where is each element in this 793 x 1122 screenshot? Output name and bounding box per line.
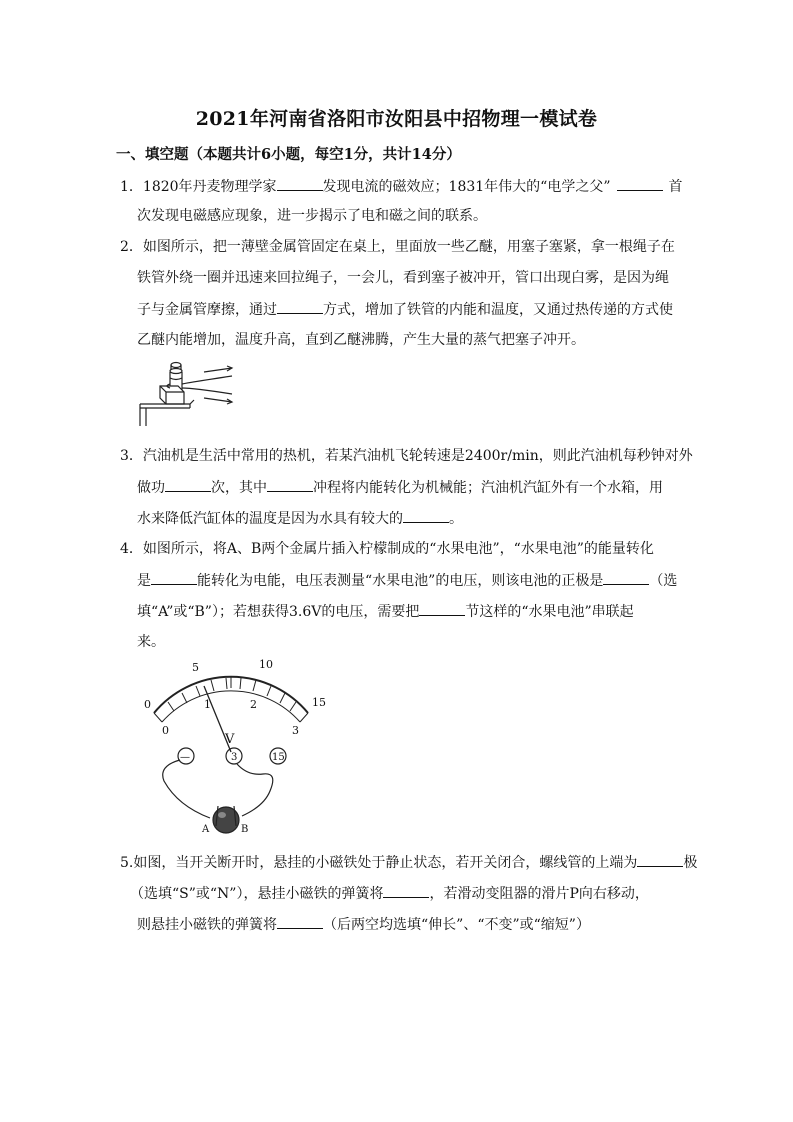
q5-blank-3[interactable] xyxy=(277,914,323,929)
q1-text-a: 1．1820年丹麦物理学家 xyxy=(120,179,277,195)
section-heading: 一、填空题（本题共计6小题，每空1分，共计14分） xyxy=(116,146,461,163)
q2-line-2: 铁管外绕一圈并迅速来回拉绳子，一会儿，看到塞子被冲开，管口出现白雾，是因为绳 xyxy=(137,270,669,286)
q3-line-1: 3．汽油机是生活中常用的热机，若某汽油机飞轮转速是2400r/min，则此汽油机每秒钟对外 xyxy=(120,448,693,464)
q3-blank-3[interactable] xyxy=(403,508,449,523)
q5-blank-2[interactable] xyxy=(383,883,429,898)
q4-text-d: 填“A”或“B”）；若想获得3.6V的电压，需要把 xyxy=(137,604,420,620)
q1-line-2: 次发现电磁感应现象，进一步揭示了电和磁之间的联系。 xyxy=(137,208,487,224)
q1-blank-1[interactable] xyxy=(277,176,323,191)
q2-line-1: 2．如图所示，把一薄壁金属管固定在桌上，里面放一些乙醚，用塞子塞紧，拿一根绳子在 xyxy=(120,239,675,255)
plate-label-b: B xyxy=(241,824,249,835)
q5-line-1 xyxy=(120,852,697,873)
q4-text-c: （选 xyxy=(649,573,678,589)
q2-line-3 xyxy=(137,299,673,320)
terminal-15: 15 xyxy=(272,752,285,763)
page-title: 2021年河南省洛阳市汝阳县中招物理一模试卷 xyxy=(195,108,598,130)
q3-text-c: 冲程将内能转化为机械能；汽油机汽缸外有一个水箱，用 xyxy=(313,480,663,496)
q4-text-b: 能转化为电能，电压表测量“水果电池”的电压，则该电池的正极是 xyxy=(197,573,604,589)
q3-blank-1[interactable] xyxy=(165,477,211,492)
q5-text-c: （选填“S”或“N”），悬挂小磁铁的弹簧将 xyxy=(130,886,384,902)
scale-top-5: 5 xyxy=(192,661,199,674)
q1-text-c: 首 xyxy=(668,179,683,195)
scale-top-10: 10 xyxy=(259,658,273,671)
q3-line-2 xyxy=(137,477,663,498)
q2-blank-1[interactable] xyxy=(277,299,323,314)
q5-line-3 xyxy=(137,914,590,935)
q5-text-e: 则悬挂小磁铁的弹簧将 xyxy=(137,917,277,933)
q1-line-1 xyxy=(120,176,683,197)
q4-line-1: 4．如图所示，将A、B两个金属片插入柠檬制成的“水果电池”，“水果电池”的能量转化 xyxy=(120,541,654,557)
scale-top-15: 15 xyxy=(312,696,326,709)
q3-text-a: 做功 xyxy=(137,480,165,496)
q4-blank-1[interactable] xyxy=(151,570,197,585)
q2-text-b: 方式，增加了铁管的内能和温度，又通过热传递的方式使 xyxy=(323,302,673,318)
q2-text-a: 子与金属管摩擦，通过 xyxy=(137,302,277,318)
q4-text-e: 节这样的“水果电池”串联起 xyxy=(465,604,634,620)
q4-line-3 xyxy=(137,601,634,622)
metal-tube-figure xyxy=(134,360,238,430)
voltmeter-figure xyxy=(138,656,332,836)
q5-text-d: ，若滑动变阻器的滑片P向右移动， xyxy=(429,886,649,902)
q4-text-a: 是 xyxy=(137,573,151,589)
scale-ticks xyxy=(154,677,308,722)
q3-line-3 xyxy=(137,508,463,529)
scale-top-0: 0 xyxy=(144,698,151,711)
q5-line-2 xyxy=(130,883,649,904)
scale-bottom-2: 2 xyxy=(250,698,257,711)
plate-label-a: A xyxy=(202,824,210,835)
scale-bottom-3: 3 xyxy=(292,724,299,737)
terminal-negative: — xyxy=(180,752,190,763)
q5-text-f: （后两空均选填“伸长”、“不变”或“缩短”） xyxy=(323,917,590,933)
q3-text-b: 次，其中 xyxy=(211,480,267,496)
scale-bottom-1: 1 xyxy=(204,698,211,711)
q4-blank-3[interactable] xyxy=(419,601,465,616)
scale-bottom-0: 0 xyxy=(162,724,169,737)
q4-line-4: 来。 xyxy=(137,634,165,650)
q4-blank-2[interactable] xyxy=(603,570,649,585)
q1-text-b: 发现电流的磁效应；1831年伟大的“电学之父” xyxy=(322,179,611,195)
q4-line-2 xyxy=(137,570,677,591)
terminal-3: 3 xyxy=(231,752,238,763)
q5-blank-1[interactable] xyxy=(637,852,683,867)
q3-blank-2[interactable] xyxy=(267,477,313,492)
q2-line-4: 乙醚内能增加，温度升高，直到乙醚沸腾，产生大量的蒸气把塞子冲开。 xyxy=(137,332,585,348)
q5-text-a: 5.如图，当开关断开时，悬挂的小磁铁处于静止状态，若开关闭合，螺线管的上端为 xyxy=(120,855,638,871)
q3-text-e: 。 xyxy=(449,511,463,527)
q5-text-b: 极 xyxy=(683,855,698,871)
q3-text-d: 水来降低汽缸体的温度是因为水具有较大的 xyxy=(137,511,403,527)
voltmeter-unit: V xyxy=(225,732,235,747)
q1-blank-2[interactable] xyxy=(617,176,663,191)
